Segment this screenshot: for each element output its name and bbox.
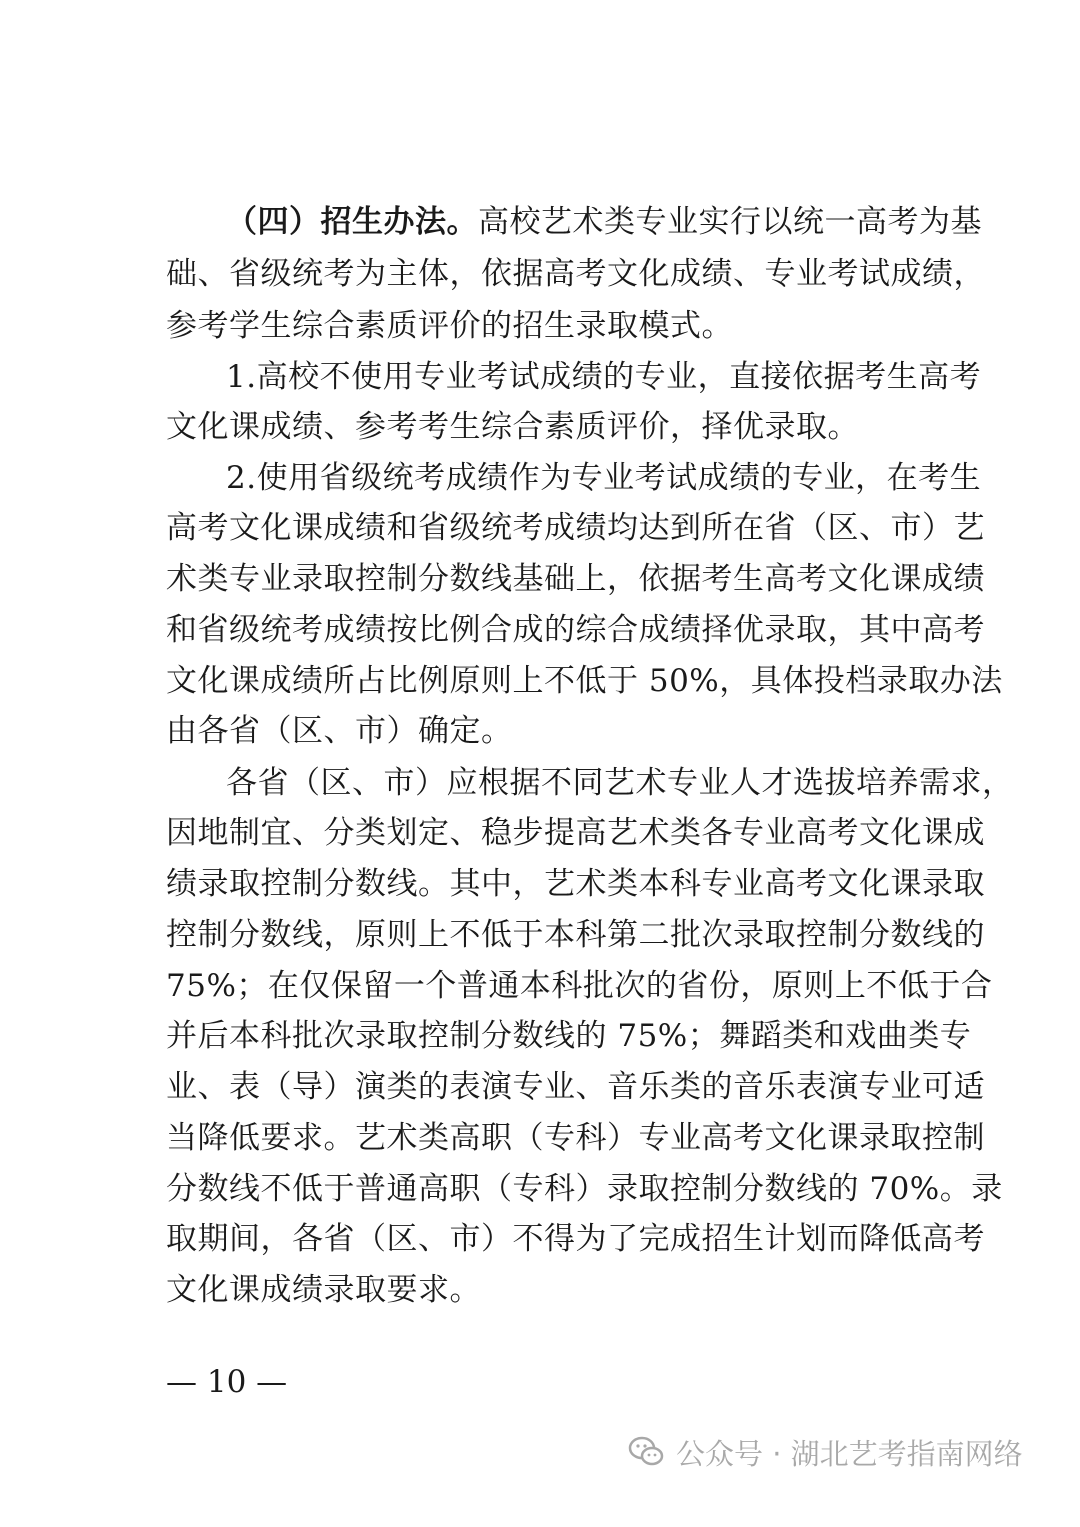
- paragraph-line: 高考文化课成绩和省级统考成绩均达到所在省（区、市）艺: [166, 510, 985, 546]
- paragraph-line: 2.使用省级统考成绩作为专业考试成绩的专业，在考生: [226, 460, 982, 496]
- paragraph-line: 各省（区、市）应根据不同艺术专业人才选拔培养需求，: [226, 765, 1014, 801]
- section-title: （四）招生办法。: [226, 204, 478, 240]
- paragraph-line: 并后本科批次录取控制分数线的 75%；舞蹈类和戏曲类专: [166, 1018, 972, 1054]
- paragraph-line: 控制分数线，原则上不低于本科第二批次录取控制分数线的: [166, 917, 985, 953]
- wechat-icon: [628, 1435, 666, 1469]
- paragraph-line: [226, 196, 982, 248]
- paragraph-line: 文化课成绩录取要求。: [166, 1272, 481, 1308]
- paragraph-line: 1.高校不使用专业考试成绩的专业，直接依据考生高考: [226, 359, 982, 395]
- watermark-text: 公众号 · 湖北艺考指南网络: [676, 1436, 1023, 1471]
- paragraph-line: 参考学生综合素质评价的招生录取模式。: [166, 308, 733, 344]
- paragraph-line: 分数线不低于普通高职（专科）录取控制分数线的 70%。录: [166, 1171, 1003, 1207]
- watermark: [628, 1430, 1023, 1474]
- paragraph-line: 因地制宜、分类划定、稳步提高艺术类各专业高考文化课成: [166, 815, 985, 851]
- paragraph-line: 础、省级统考为主体，依据高考文化成绩、专业考试成绩，: [166, 256, 985, 292]
- paragraph-line: 取期间，各省（区、市）不得为了完成招生计划而降低高考: [166, 1221, 985, 1257]
- paragraph-line: 75%；在仅保留一个普通本科批次的省份，原则上不低于合: [166, 968, 993, 1004]
- paragraph-line: 文化课成绩、参考考生综合素质评价，择优录取。: [166, 409, 859, 445]
- paragraph-line: 文化课成绩所占比例原则上不低于 50%，具体投档录取办法: [166, 663, 1003, 699]
- paragraph-line: 和省级统考成绩按比例合成的综合成绩择优录取，其中高考: [166, 612, 985, 648]
- paragraph-line: 术类专业录取控制分数线基础上，依据考生高考文化课成绩: [166, 561, 985, 597]
- line-text: 高校艺术类专业实行以统一高考为基: [478, 204, 982, 240]
- paragraph-line: 当降低要求。艺术类高职（专科）专业高考文化课录取控制: [166, 1120, 985, 1156]
- paragraph-line: 业、表（导）演类的表演专业、音乐类的音乐表演专业可适: [166, 1069, 985, 1105]
- paragraph-line: 绩录取控制分数线。其中，艺术类本科专业高考文化课录取: [166, 866, 985, 902]
- page-number: — 10 —: [166, 1364, 288, 1400]
- paragraph-line: 由各省（区、市）确定。: [166, 713, 513, 749]
